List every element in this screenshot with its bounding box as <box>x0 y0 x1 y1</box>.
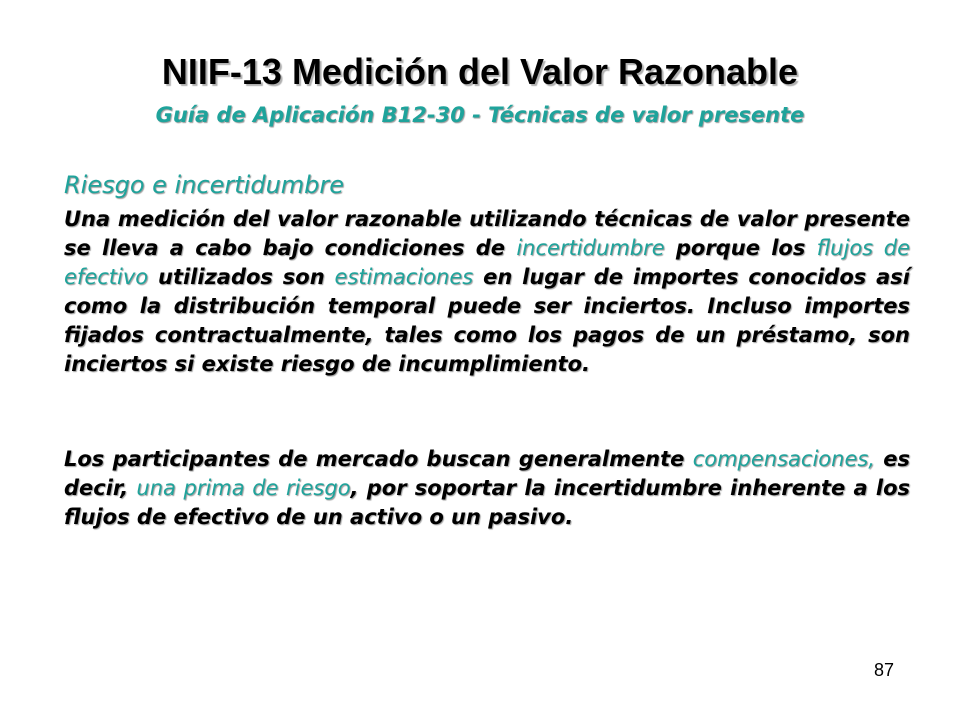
highlight-prima-de-riesgo: una prima de riesgo <box>136 476 351 500</box>
slide-title: NIIF-13 Medición del Valor Razonable <box>161 51 799 92</box>
page-number: 87 <box>873 660 894 680</box>
paragraph-1-text-2: porque los <box>664 236 817 260</box>
highlight-flujos-de-efectivo: flujos de efectivo <box>64 236 910 289</box>
highlight-incertidumbre: incertidumbre <box>516 236 665 260</box>
paragraph-2-text-2: es decir, <box>64 447 910 500</box>
highlight-estimaciones: estimaciones <box>334 265 474 289</box>
slide-subtitle: Guía de Aplicación B12-30 - Técnicas de valor presente <box>155 103 805 127</box>
section-heading: Riesgo e incertidumbre <box>64 171 345 199</box>
paragraph-1 <box>64 205 910 379</box>
paragraph-1-text-1: Una medición del valor razonable utilizando técnicas de valor presente se lleva a cabo bajo condiciones de <box>64 207 910 260</box>
paragraph-2-text-3: , por soportar la incertidumbre inherente a los flujos de efectivo de un activo o un pasivo. <box>64 476 910 529</box>
paragraph-1-text-3: utilizados son <box>148 265 335 289</box>
paragraph-2-text-1: Los participantes de mercado buscan generalmente <box>64 447 693 471</box>
paragraph-1-text-4: en lugar de importes conocidos así como la distribución temporal puede ser inciertos. Incluso importes fijados contractualmente, tales como los pagos de un préstamo, son inciertos si existe riesgo de incumplimiento. <box>64 265 910 376</box>
highlight-compensaciones: compensaciones, <box>692 447 875 471</box>
paragraph-2 <box>64 445 910 532</box>
